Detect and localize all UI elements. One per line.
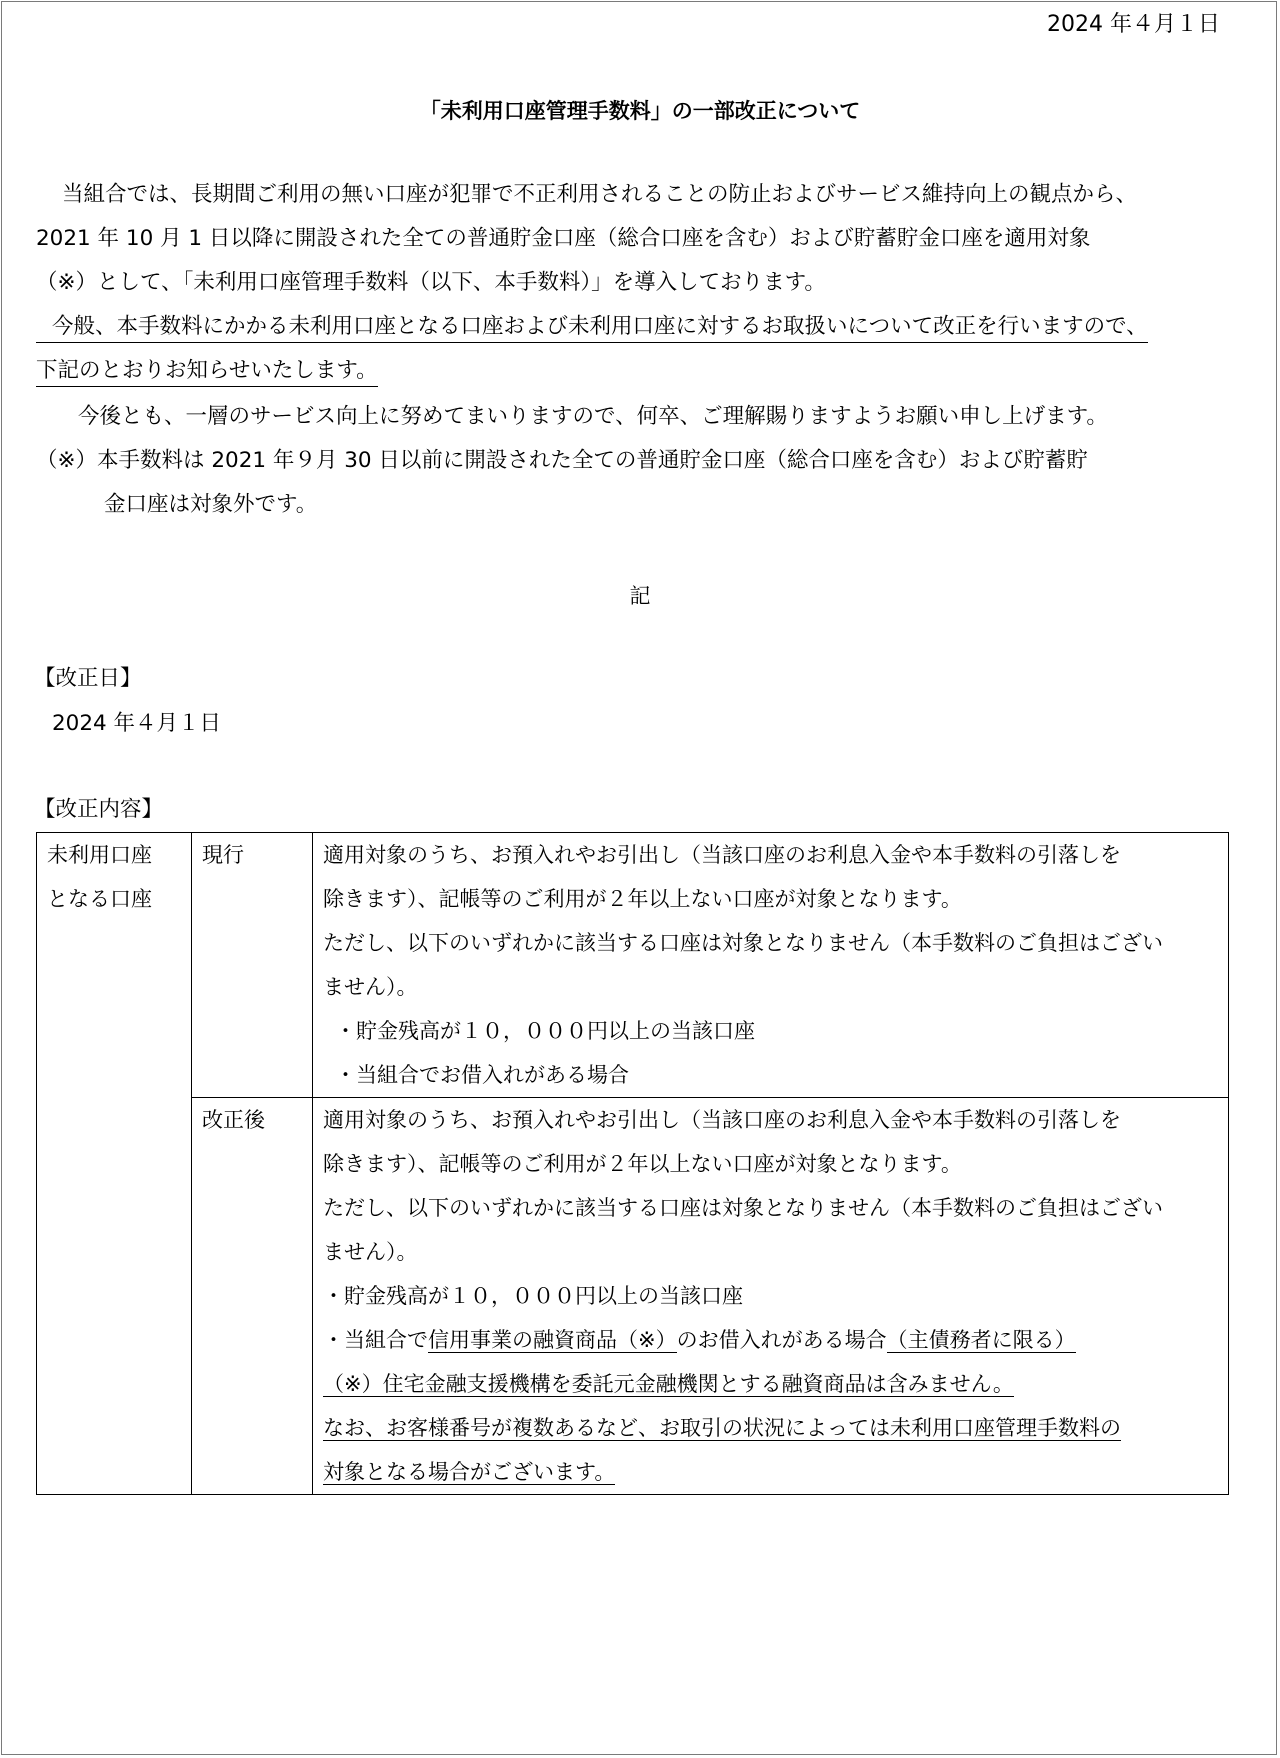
current-content-cell [313, 833, 1229, 1098]
row-label-line-1: 未利用口座 [47, 843, 152, 867]
table-row-current [37, 833, 1229, 1098]
current-line-1: 適用対象のうち、お預入れやお引出し（当該口座のお利息入金や本手数料の引落しを [323, 843, 1121, 867]
ki-marker: 記 [629, 584, 651, 608]
note-line-2: 金口座は対象外です。 [104, 492, 318, 517]
row-label-cell [37, 833, 192, 1495]
revised-line-9 [323, 1450, 1218, 1494]
intro-line-1: 当組合では、長期間ご利用の無い口座が犯罪で不正利用されることの防止およびサービス維持向上の観点から、 [62, 182, 1138, 207]
revised-line-1: 適用対象のうち、お預入れやお引出し（当該口座のお利息入金や本手数料の引落しを [323, 1108, 1121, 1132]
revised-line-4: ません）。 [323, 1240, 418, 1264]
current-line-6: ・当組合でお借入れがある場合 [335, 1063, 629, 1087]
revised-line-8-text: なお、お客様番号が複数あるなど、お取引の状況によっては未利用口座管理手数料の [323, 1416, 1121, 1440]
current-line-2: 除きます）、記帳等のご利用が２年以上ない口座が対象となります。 [323, 887, 962, 911]
revised-line-7-text: （※）住宅金融支援機構を委託元金融機関とする融資商品は含みません。 [323, 1372, 1014, 1396]
note-line-1: （※）本手数料は 2021 年９月 30 日以前に開設された全ての普通貯金口座（総合口座を含む）および貯蓄貯 [36, 448, 1088, 473]
revised-label-cell: 改正後 [192, 1098, 313, 1495]
revision-table [36, 832, 1229, 1495]
revision-date-heading: 【改正日】 [34, 666, 142, 691]
revised-line-8 [323, 1406, 1218, 1450]
row-label-line-2: となる口座 [47, 887, 152, 911]
intro-line-3: （※）として、「未利用口座管理手数料（以下、本手数料）」を導入しております。 [36, 270, 826, 295]
revised-line-6 [323, 1318, 1218, 1362]
revised-line-6-c: のお借入れがある場合 [676, 1328, 887, 1352]
intro-line-2: 2021 年 10 月 1 日以降に開設された全ての普通貯金口座（総合口座を含む）および貯蓄貯金口座を適用対象 [36, 226, 1091, 251]
document-date: 2024 年４月１日 [1047, 12, 1220, 37]
revised-line-7 [323, 1362, 1218, 1406]
revised-line-6-d: （主債務者に限る） [886, 1328, 1076, 1352]
revised-line-5: ・貯金残高が１０，０００円以上の当該口座 [323, 1284, 743, 1308]
closing-line: 今後とも、一層のサービス向上に努めてまいりますので、何卒、ご理解賜りますようお願い申し上げます。 [78, 404, 1108, 429]
table-row-revised [37, 1098, 1229, 1495]
notice-line-2: 下記のとおりお知らせいたします。 [36, 358, 378, 387]
revised-line-3: ただし、以下のいずれかに該当する口座は対象となりません（本手数料のご負担はござい [323, 1196, 1163, 1220]
current-label-cell: 現行 [192, 833, 313, 1098]
revised-line-6-a: ・当組合で [323, 1328, 428, 1352]
notice-line-1: 今般、本手数料にかかる未利用口座となる口座および未利用口座に対するお取扱いについて改正を行いますので、 [36, 314, 1148, 343]
revision-date-value: 2024 年４月１日 [52, 711, 222, 736]
current-line-3: ただし、以下のいずれかに該当する口座は対象となりません（本手数料のご負担はござい [323, 931, 1163, 955]
revised-line-9-text: 対象となる場合がございます。 [323, 1460, 616, 1484]
revision-content-heading: 【改正内容】 [34, 797, 164, 822]
revised-line-2: 除きます）、記帳等のご利用が２年以上ない口座が対象となります。 [323, 1152, 962, 1176]
document-title: 「未利用口座管理手数料」の一部改正について [419, 99, 861, 123]
revised-content-cell [313, 1098, 1229, 1495]
revised-line-6-b: 信用事業の融資商品（※） [428, 1328, 677, 1352]
current-line-4: ません）。 [323, 975, 418, 999]
current-line-5: ・貯金残高が１０，０００円以上の当該口座 [335, 1019, 755, 1043]
